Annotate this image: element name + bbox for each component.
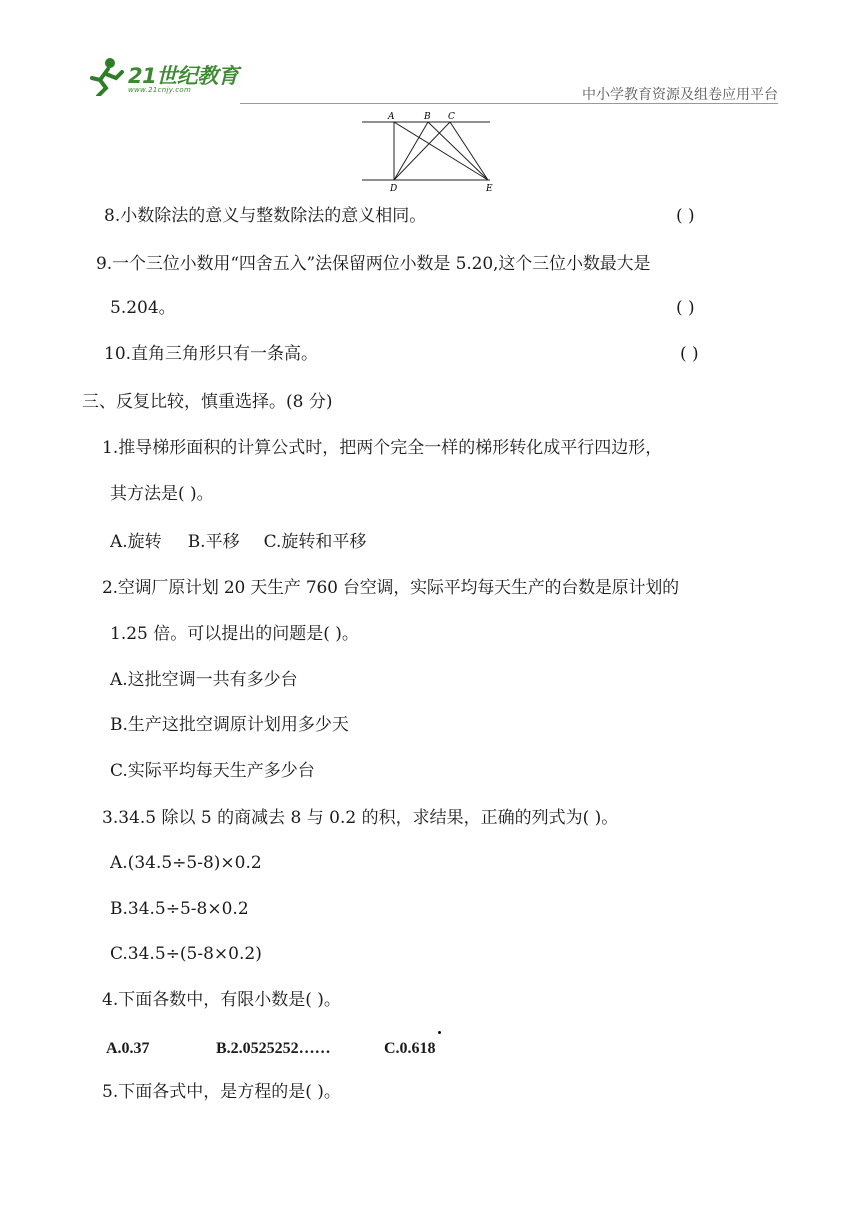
q5-text: 5.下面各式中，是方程的是( )。 (102, 1082, 341, 1102)
site-logo (84, 56, 254, 98)
q1-option-b[interactable]: B.平移 (187, 532, 240, 552)
q2-option-a[interactable]: A.这批空调一共有多少台 (110, 670, 298, 690)
q1-text-cont: 其方法是( )。 (110, 484, 214, 504)
q2-text-cont: 1.25 倍。可以提出的问题是( )。 (110, 624, 359, 644)
q3-option-c[interactable]: C.34.5÷(5-8×0.2) (110, 944, 262, 964)
label-e: E (486, 184, 493, 194)
label-d: D (390, 184, 398, 194)
tf-item-9: 9.一个三位小数用“四舍五入”法保留两位小数是 5.20,这个三位小数最大是 (96, 254, 651, 274)
segment-bd (394, 122, 428, 180)
q4-option-b[interactable]: B.2.0525252…… (216, 1040, 331, 1057)
repeating-dot-mark (438, 1031, 441, 1034)
tf-item-10: 10.直角三角形只有一条高。 (104, 344, 319, 364)
segment-be (428, 122, 488, 180)
q4-option-a[interactable]: A.0.37 (106, 1040, 150, 1057)
q1-option-c[interactable]: C.旋转和平移 (263, 532, 367, 552)
runner-icon (84, 56, 128, 96)
trapezoid-figure (362, 110, 498, 194)
tf-answer-10[interactable]: ( ) (680, 344, 699, 364)
platform-title: 中小学教育资源及组卷应用平台 (582, 87, 778, 103)
segment-ce (450, 122, 488, 180)
q2-text: 2.空调厂原计划 20 天生产 760 台空调，实际平均每天生产的台数是原计划的 (102, 578, 679, 598)
logo-text: 21世纪教育 (128, 64, 239, 88)
q4-text: 4.下面各数中，有限小数是( )。 (102, 990, 341, 1010)
q1-options (110, 534, 366, 551)
section-title: 三、反复比较，慎重选择。(8 分) (82, 392, 333, 412)
q4-option-c[interactable]: C.0.618 (384, 1040, 436, 1057)
logo-url: www.21cnjy.com (128, 86, 192, 94)
q4-options (106, 1040, 466, 1070)
tf-answer-8[interactable]: ( ) (676, 206, 695, 226)
q3-option-b[interactable]: B.34.5÷5-8×0.2 (110, 899, 249, 919)
label-a: A (388, 112, 395, 122)
label-c: C (448, 112, 455, 122)
q3-text: 3.34.5 除以 5 的商减去 8 与 0.2 的积，求结果，正确的列式为( )。 (102, 808, 619, 828)
tf-item-8: 8.小数除法的意义与整数除法的意义相同。 (104, 206, 427, 226)
q2-option-b[interactable]: B.生产这批空调原计划用多少天 (110, 715, 349, 735)
label-b: B (424, 112, 431, 122)
q1-option-a[interactable]: A.旋转 (110, 532, 162, 552)
header-divider (240, 103, 778, 104)
tf-answer-9[interactable]: ( ) (676, 298, 695, 318)
q1-text: 1.推导梯形面积的计算公式时，把两个完全一样的梯形转化成平行四边形， (102, 438, 663, 458)
q2-option-c[interactable]: C.实际平均每天生产多少台 (110, 761, 315, 781)
tf-item-9-cont: 5.204。 (110, 298, 176, 318)
q3-option-a[interactable]: A.(34.5÷5-8)×0.2 (110, 853, 262, 873)
